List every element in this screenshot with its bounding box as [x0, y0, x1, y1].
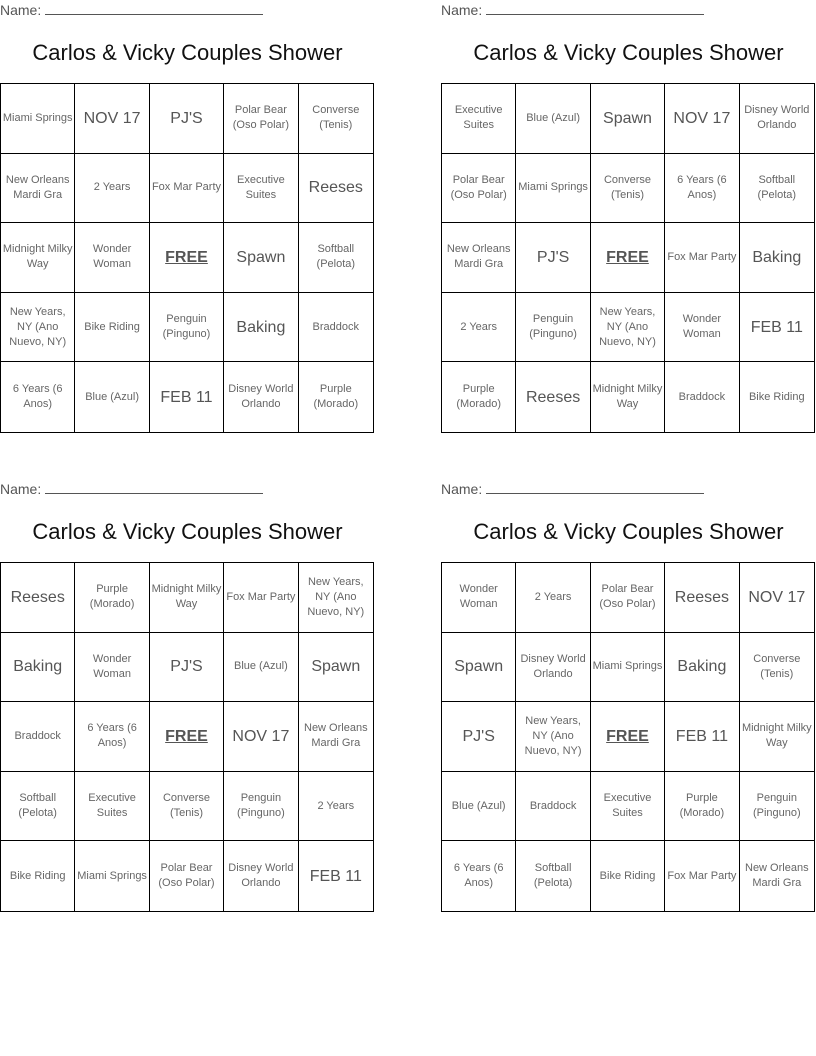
- bingo-cell: Midnight Milky Way: [591, 362, 665, 432]
- name-label: Name:: [441, 481, 483, 497]
- bingo-cell: Polar Bear (Oso Polar): [150, 841, 224, 911]
- bingo-cell: Fox Mar Party: [224, 563, 298, 633]
- bingo-card-3: [0, 479, 375, 919]
- card-title: Carlos & Vicky Couples Shower: [32, 40, 343, 65]
- bingo-cell: Fox Mar Party: [665, 841, 739, 911]
- bingo-cell: Braddock: [665, 362, 739, 432]
- bingo-cell: Softball (Pelota): [740, 154, 814, 224]
- bingo-cell: Purple (Morado): [442, 362, 516, 432]
- bingo-cell: Executive Suites: [591, 772, 665, 842]
- bingo-cell: 6 Years (6 Anos): [442, 841, 516, 911]
- bingo-cell: 2 Years: [442, 293, 516, 363]
- bingo-cell: New Years, NY (Ano Nuevo, NY): [591, 293, 665, 363]
- bingo-cell: Executive Suites: [442, 84, 516, 154]
- bingo-cell: Reeses: [1, 563, 75, 633]
- bingo-cell: FEB 11: [740, 293, 814, 363]
- bingo-cell: Wonder Woman: [75, 223, 149, 293]
- bingo-cell: Braddock: [299, 293, 373, 363]
- bingo-cell: Reeses: [299, 154, 373, 224]
- bingo-cell: Converse (Tenis): [299, 84, 373, 154]
- bingo-cell: Baking: [665, 633, 739, 703]
- bingo-cell: 2 Years: [75, 154, 149, 224]
- bingo-cell: Reeses: [516, 362, 590, 432]
- name-line[interactable]: [45, 2, 263, 15]
- bingo-cell: Miami Springs: [1, 84, 75, 154]
- bingo-cell: Penguin (Pinguno): [150, 293, 224, 363]
- free-space: FREE: [591, 702, 665, 772]
- bingo-cell: Fox Mar Party: [150, 154, 224, 224]
- bingo-cell: Reeses: [665, 563, 739, 633]
- bingo-cell: Wonder Woman: [442, 563, 516, 633]
- name-label: Name:: [441, 2, 483, 18]
- bingo-cell: Converse (Tenis): [150, 772, 224, 842]
- bingo-cell: Converse (Tenis): [591, 154, 665, 224]
- bingo-cell: PJ'S: [442, 702, 516, 772]
- bingo-cell: Baking: [740, 223, 814, 293]
- bingo-cell: Converse (Tenis): [740, 633, 814, 703]
- bingo-cell: NOV 17: [665, 84, 739, 154]
- bingo-cell: Executive Suites: [224, 154, 298, 224]
- bingo-cell: PJ'S: [150, 84, 224, 154]
- bingo-grid: [441, 83, 815, 433]
- bingo-cell: Baking: [1, 633, 75, 703]
- bingo-cell: Softball (Pelota): [516, 841, 590, 911]
- bingo-cell: New Years, NY (Ano Nuevo, NY): [1, 293, 75, 363]
- bingo-cell: 2 Years: [299, 772, 373, 842]
- bingo-cell: Softball (Pelota): [299, 223, 373, 293]
- bingo-cell: Braddock: [516, 772, 590, 842]
- bingo-cell: Wonder Woman: [665, 293, 739, 363]
- bingo-cell: New Orleans Mardi Gra: [1, 154, 75, 224]
- bingo-cell: Miami Springs: [75, 841, 149, 911]
- bingo-cell: Bike Riding: [591, 841, 665, 911]
- bingo-cell: Executive Suites: [75, 772, 149, 842]
- bingo-cell: Disney World Orlando: [224, 841, 298, 911]
- bingo-cell: Midnight Milky Way: [740, 702, 814, 772]
- bingo-cell: Baking: [224, 293, 298, 363]
- bingo-cell: Disney World Orlando: [516, 633, 590, 703]
- card-title: Carlos & Vicky Couples Shower: [473, 519, 784, 544]
- free-space: FREE: [150, 223, 224, 293]
- bingo-cell: 6 Years (6 Anos): [75, 702, 149, 772]
- bingo-card-4: [441, 479, 816, 919]
- bingo-cell: NOV 17: [75, 84, 149, 154]
- bingo-cell: New Orleans Mardi Gra: [442, 223, 516, 293]
- bingo-cell: FEB 11: [150, 362, 224, 432]
- bingo-cell: New Years, NY (Ano Nuevo, NY): [516, 702, 590, 772]
- bingo-grid: [441, 562, 815, 912]
- bingo-cell: Braddock: [1, 702, 75, 772]
- name-label: Name:: [0, 2, 42, 18]
- bingo-cell: Disney World Orlando: [224, 362, 298, 432]
- bingo-cell: New Orleans Mardi Gra: [745, 862, 809, 890]
- name-line[interactable]: [486, 481, 704, 494]
- name-line[interactable]: [486, 2, 704, 15]
- bingo-cell: Blue (Azul): [442, 772, 516, 842]
- bingo-cell: Spawn: [224, 223, 298, 293]
- bingo-cell: NOV 17: [224, 702, 298, 772]
- bingo-card-1: [0, 0, 375, 440]
- bingo-cell: Purple (Morado): [75, 563, 149, 633]
- bingo-cell: NOV 17: [740, 563, 814, 633]
- bingo-cell: Disney World Orlando: [740, 84, 814, 154]
- bingo-cell: Bike Riding: [75, 293, 149, 363]
- bingo-cell: Polar Bear (Oso Polar): [224, 84, 298, 154]
- bingo-cell: PJ'S: [516, 223, 590, 293]
- bingo-cell: Miami Springs: [591, 633, 665, 703]
- bingo-cell: Midnight Milky Way: [1, 223, 75, 293]
- name-field[interactable]: [441, 481, 704, 497]
- bingo-cell: Spawn: [591, 84, 665, 154]
- bingo-cell: Penguin (Pinguno): [224, 772, 298, 842]
- bingo-cell: Miami Springs: [516, 154, 590, 224]
- name-line[interactable]: [45, 481, 263, 494]
- bingo-cell: New Years, NY (Ano Nuevo, NY): [299, 563, 373, 633]
- card-title: Carlos & Vicky Couples Shower: [473, 40, 784, 65]
- bingo-cell: Blue (Azul): [516, 84, 590, 154]
- bingo-cell: Midnight Milky Way: [150, 563, 224, 633]
- bingo-cell: Penguin (Pinguno): [740, 772, 814, 842]
- bingo-cell: 6 Years (6 Anos): [1, 362, 75, 432]
- bingo-cell: Penguin (Pinguno): [516, 293, 590, 363]
- bingo-cell: Bike Riding: [748, 390, 805, 403]
- bingo-grid: [0, 83, 374, 433]
- bingo-cell: Spawn: [299, 633, 373, 703]
- bingo-card-2: [441, 0, 816, 440]
- bingo-cell: Softball (Pelota): [1, 772, 75, 842]
- bingo-cell: FEB 11: [309, 867, 362, 885]
- bingo-cell: 6 Years (6 Anos): [665, 154, 739, 224]
- free-space: FREE: [150, 702, 224, 772]
- name-field[interactable]: [0, 481, 263, 497]
- bingo-cell: Fox Mar Party: [665, 223, 739, 293]
- bingo-cell: New Orleans Mardi Gra: [299, 702, 373, 772]
- bingo-cell: Wonder Woman: [75, 633, 149, 703]
- bingo-cell: 2 Years: [516, 563, 590, 633]
- name-field[interactable]: [441, 2, 704, 18]
- bingo-cell: Bike Riding: [1, 841, 75, 911]
- name-field[interactable]: [0, 2, 263, 18]
- bingo-cell: Purple (Morado): [665, 772, 739, 842]
- bingo-cell: Polar Bear (Oso Polar): [442, 154, 516, 224]
- bingo-cell: Blue (Azul): [75, 362, 149, 432]
- bingo-cell: Spawn: [442, 633, 516, 703]
- bingo-cell: Polar Bear (Oso Polar): [591, 563, 665, 633]
- name-label: Name:: [0, 481, 42, 497]
- bingo-cell: PJ'S: [150, 633, 224, 703]
- free-space: FREE: [591, 223, 665, 293]
- card-title: Carlos & Vicky Couples Shower: [32, 519, 343, 544]
- bingo-cell: Purple (Morado): [313, 383, 359, 411]
- bingo-cell: FEB 11: [665, 702, 739, 772]
- bingo-cell: Blue (Azul): [224, 633, 298, 703]
- bingo-grid: [0, 562, 374, 912]
